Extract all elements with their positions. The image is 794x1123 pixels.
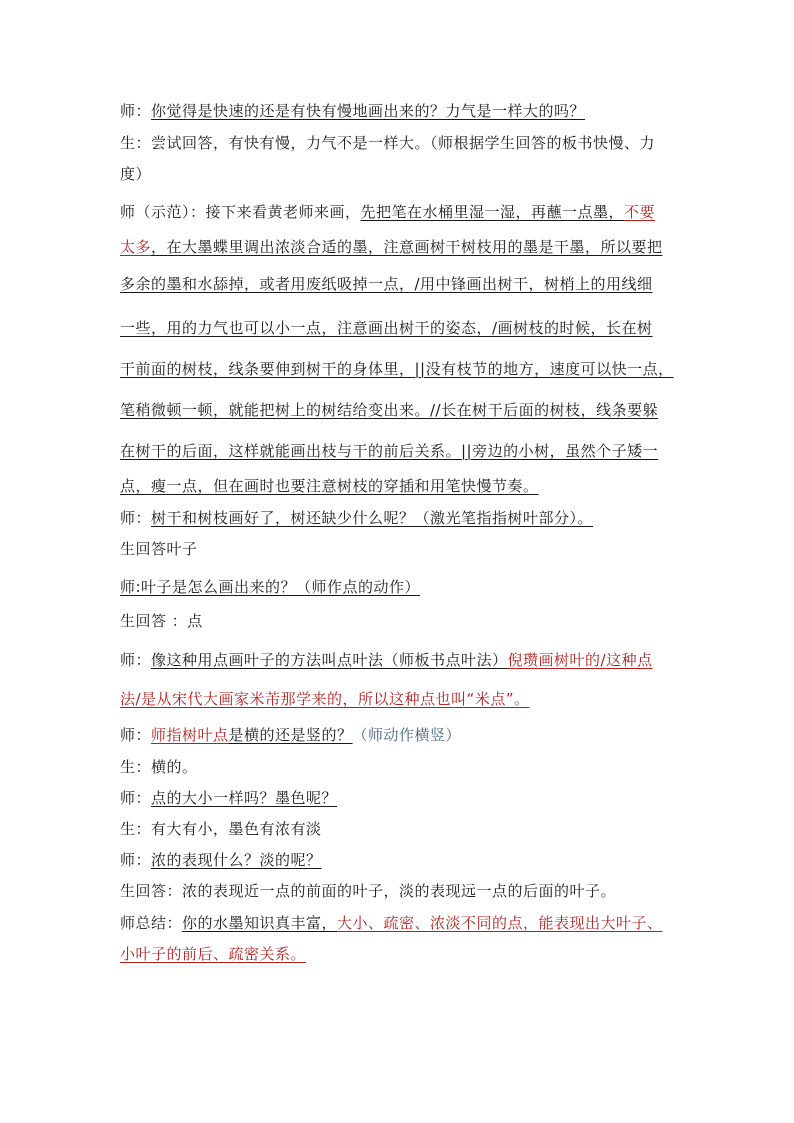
text-line [120,944,306,964]
text-segment: 生回答 ：点 [120,612,203,630]
text-line [120,725,461,745]
text-segment: 太多 [120,238,152,256]
text-line [120,881,616,901]
text-segment: 师： [120,651,152,669]
text-segment: 师： [120,851,152,869]
text-line [120,164,151,184]
text-segment: 多余的墨和水舔掉，或者用废纸吸掉一点，/用中锋画出树干，树梢上的用线细 [120,275,653,293]
text-segment: 先把笔在水桶里湿一湿，再蘸一点墨， [360,203,625,221]
text-segment: 生回答：浓的表现近一点的前面的叶子，淡的表现远一点的后面的叶子。 [120,882,617,900]
text-segment: 笔稍微顿一顿，就能把树上的树结给变出来。//长在树干后面的树枝，线条要躲 [120,401,659,419]
text-line [120,133,655,153]
text-segment: 师： [120,102,152,120]
text-segment: 小叶子的前后、疏密关系。 [120,945,307,963]
text-segment: 师总结： [120,914,183,932]
text-segment: 师（示范）：接下来看黄老师来画， [120,203,361,221]
text-segment: 像这种用点画叶子的方法叫点叶法（师板书点叶法） [151,651,508,669]
text-segment: 生：尝试回答，有快有慢，力气不是一样大。（师根据学生回答的板书快慢、力 [120,134,656,152]
text-line [120,577,420,597]
text-segment: 点的大小一样吗？墨色呢？ [151,789,338,807]
text-segment: 倪瓒画树叶的/这种点 [507,651,653,669]
text-segment: 师： [120,509,152,527]
text-line [120,400,658,420]
text-segment: 大小、疏密、浓淡不同的点，能表现出大叶子、 [337,914,663,932]
text-line [120,508,593,528]
text-segment: 干前面的树枝，线条要伸到树干的身体里，||没有枝节的地方，速度可以快一点， [120,360,674,378]
text-line [120,850,322,870]
text-line [120,539,198,559]
text-segment: 在树干的后面，这样就能画出枝与干的前后关系。||旁边的小树，虽然个子矮一 [120,442,659,460]
text-segment: ，在大墨蝶里调出浓淡合适的墨，注意画树干树枝用的墨是干墨，所以要把 [151,238,663,256]
text-line [120,913,663,933]
text-line [120,650,653,670]
text-line [120,819,322,839]
text-segment: 你的水墨知识真丰富， [182,914,338,932]
text-segment: 生回答叶子 [120,540,198,558]
text-segment: 点，瘦一点，但在画时也要注意树枝的穿插和用笔快慢节奏。 [120,477,539,495]
text-segment: 师:叶子是怎么画出来的？（师作点的动作） [120,578,421,596]
text-segment: 师： [120,726,152,744]
text-line [120,441,658,461]
text-segment: 树干和树枝画好了，树还缺少什么呢？（激光笔指指树叶部分）。 [151,509,594,527]
text-segment: 法/是从宋代大画家米芾那学来的，所以这种点也叫“米点”。 [120,690,530,708]
text-line [120,202,655,222]
text-line [120,101,585,121]
text-line [120,274,653,294]
text-segment: 不要 [624,203,656,221]
text-line [120,757,198,777]
text-segment: 师指树叶点 [151,726,229,744]
text-segment: 生：横的。 [120,758,198,776]
text-line [120,476,539,496]
text-segment: 生：有大有小，墨色有浓有淡 [120,820,322,838]
text-line [120,611,203,631]
text-segment: 浓的表现什么？淡的呢？ [151,851,322,869]
text-segment: （师动作横竖） [352,726,462,744]
text-line [120,237,663,257]
text-segment: 是横的还是竖的？ [228,726,353,744]
text-line [120,689,530,709]
text-segment: 师： [120,789,152,807]
text-segment: 你觉得是快速的还是有快有慢地画出来的？力气是一样大的吗？ [151,102,586,120]
text-line [120,359,674,379]
text-line [120,318,653,338]
text-line [120,788,337,808]
text-segment: 一些，用的力气也可以小一点，注意画出树干的姿态，/画树枝的时候，长在树 [120,319,653,337]
text-segment: 度） [120,165,152,183]
